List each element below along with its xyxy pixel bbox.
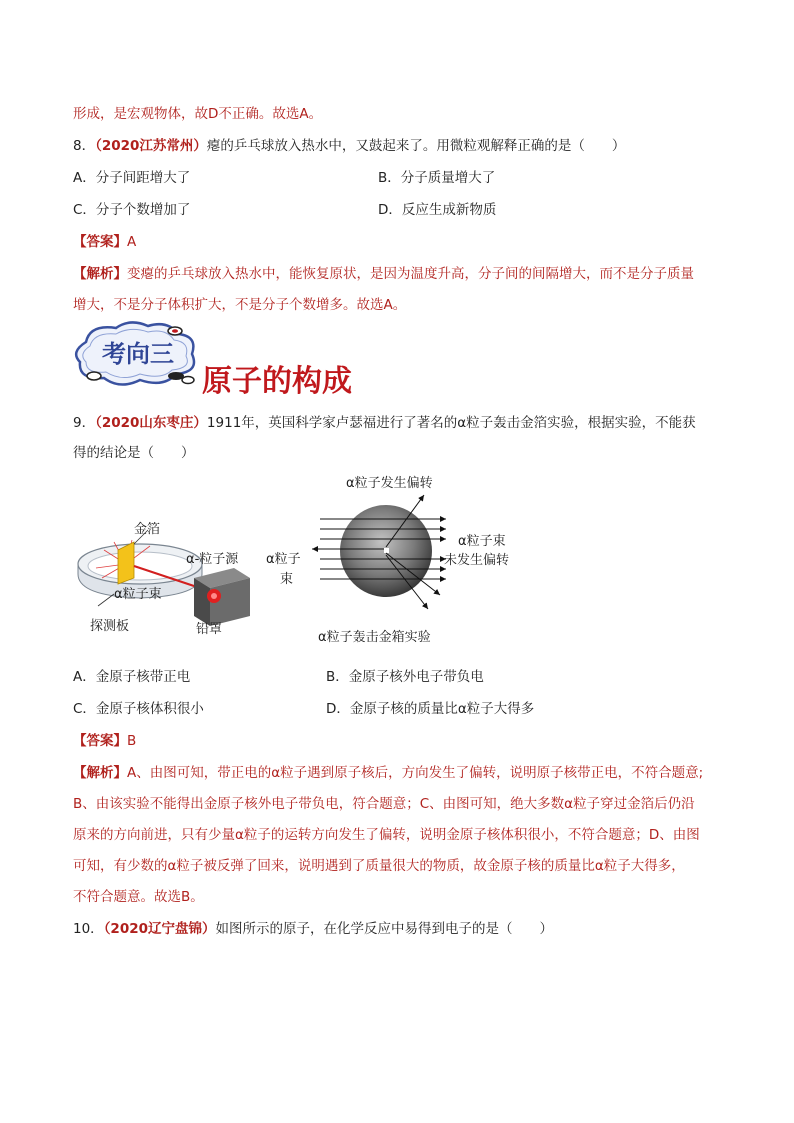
option-d: D．反应生成新物质 <box>378 202 497 218</box>
badge-cloud-graphic <box>68 318 208 390</box>
question-10-stem <box>73 917 553 937</box>
answer-tag: 【答案】 <box>73 234 127 250</box>
analysis-line-1: 【解析】变瘪的乒乓球放入热水中，能恢复原状，是因为温度升高，分子间的间隔增大，而不是分子质量 <box>73 266 694 282</box>
answer-line <box>73 230 136 250</box>
analysis-tag: 【解析】 <box>73 765 127 781</box>
section-badge-text: 考向三 <box>102 339 174 368</box>
question-number: 9． <box>73 415 96 431</box>
option-c: C．金原子核体积很小 <box>73 701 204 717</box>
answer-tag: 【答案】 <box>73 733 127 749</box>
label-incoming-beam-2: 束 <box>280 572 294 587</box>
analysis-line-5: 不符合题意。故选B。 <box>73 889 204 905</box>
option-c: C．分子个数增加了 <box>73 202 191 218</box>
label-deflection: α粒子发生偏转 <box>346 476 433 491</box>
option-b: B．分子质量增大了 <box>378 170 496 186</box>
option-a: A．金原子核带正电 <box>73 669 191 685</box>
analysis-line-2: B、由该实验不能得出金原子核外电子带负电，符合题意；C、由图可知，绝大多数α粒子穿过金箔后仍沿 <box>73 796 695 812</box>
label-gold-foil: 金箔 <box>134 522 161 537</box>
question-text: 瘪的乒乓球放入热水中，又鼓起来了。用微粒观解释正确的是（ ） <box>206 138 626 154</box>
label-lead-shield: 铅罩 <box>196 622 223 637</box>
section-badge <box>68 318 208 390</box>
question-number: 8． <box>73 138 96 154</box>
option-b: B．金原子核外电子带负电 <box>326 669 484 685</box>
answer-line <box>73 729 136 749</box>
question-source: （2020山东枣庄） <box>95 415 207 431</box>
analysis-line-1: 【解析】A、由图可知，带正电的α粒子遇到原子核后，方向发生了偏转，说明原子核带正电，不符合题意; <box>73 765 704 781</box>
label-undeflected-1: α粒子束 <box>458 534 506 549</box>
question-text: 如图所示的原子，在化学反应中易得到电子的是（ ） <box>215 921 554 937</box>
label-detector: 探测板 <box>90 619 130 634</box>
question-8-stem <box>73 134 625 154</box>
question-source: （2020辽宁盘锦） <box>103 921 216 937</box>
figure-caption: α粒子轰击金箱实验 <box>318 630 431 645</box>
question-number: 10． <box>73 921 104 937</box>
option-a: A．分子间距增大了 <box>73 170 191 186</box>
section-title: 原子的构成 <box>202 364 352 399</box>
question-source: （2020江苏常州） <box>95 138 207 154</box>
answer-value: B <box>127 733 137 749</box>
analysis-line-4: 可知，有少数的α粒子被反弹了回来，说明遇到了质量很大的物质，故金原子核的质量比α粒子大得多， <box>73 858 685 874</box>
question-9-stem-line-2: 得的结论是（ ） <box>73 445 195 461</box>
label-particle-source: α-粒子源 <box>186 552 239 567</box>
analysis-line-3: 原来的方向前进，只有少量α粒子的运转方向发生了偏转，说明金原子核体积很小，不符合题意；D、由图 <box>73 827 700 843</box>
question-9-stem: 9．（2020山东枣庄）1911年，英国科学家卢瑟福进行了著名的α粒子轰击金箔实验，根据实验，不能获 <box>73 415 696 431</box>
option-d: D．金原子核的质量比α粒子大得多 <box>326 701 535 717</box>
analysis-tag: 【解析】 <box>73 266 127 282</box>
label-incoming-beam-1: α粒子 <box>266 552 301 567</box>
label-particle-beam: α粒子束 <box>114 587 162 602</box>
label-undeflected-2: 未发生偏转 <box>444 553 510 568</box>
answer-value: A <box>127 234 137 250</box>
analysis-line-2: 增大，不是分子体积扩大，不是分子个数增多。故选A。 <box>73 297 407 313</box>
analysis-continuation: 形成，是宏观物体，故D不正确。故选A。 <box>73 106 323 122</box>
